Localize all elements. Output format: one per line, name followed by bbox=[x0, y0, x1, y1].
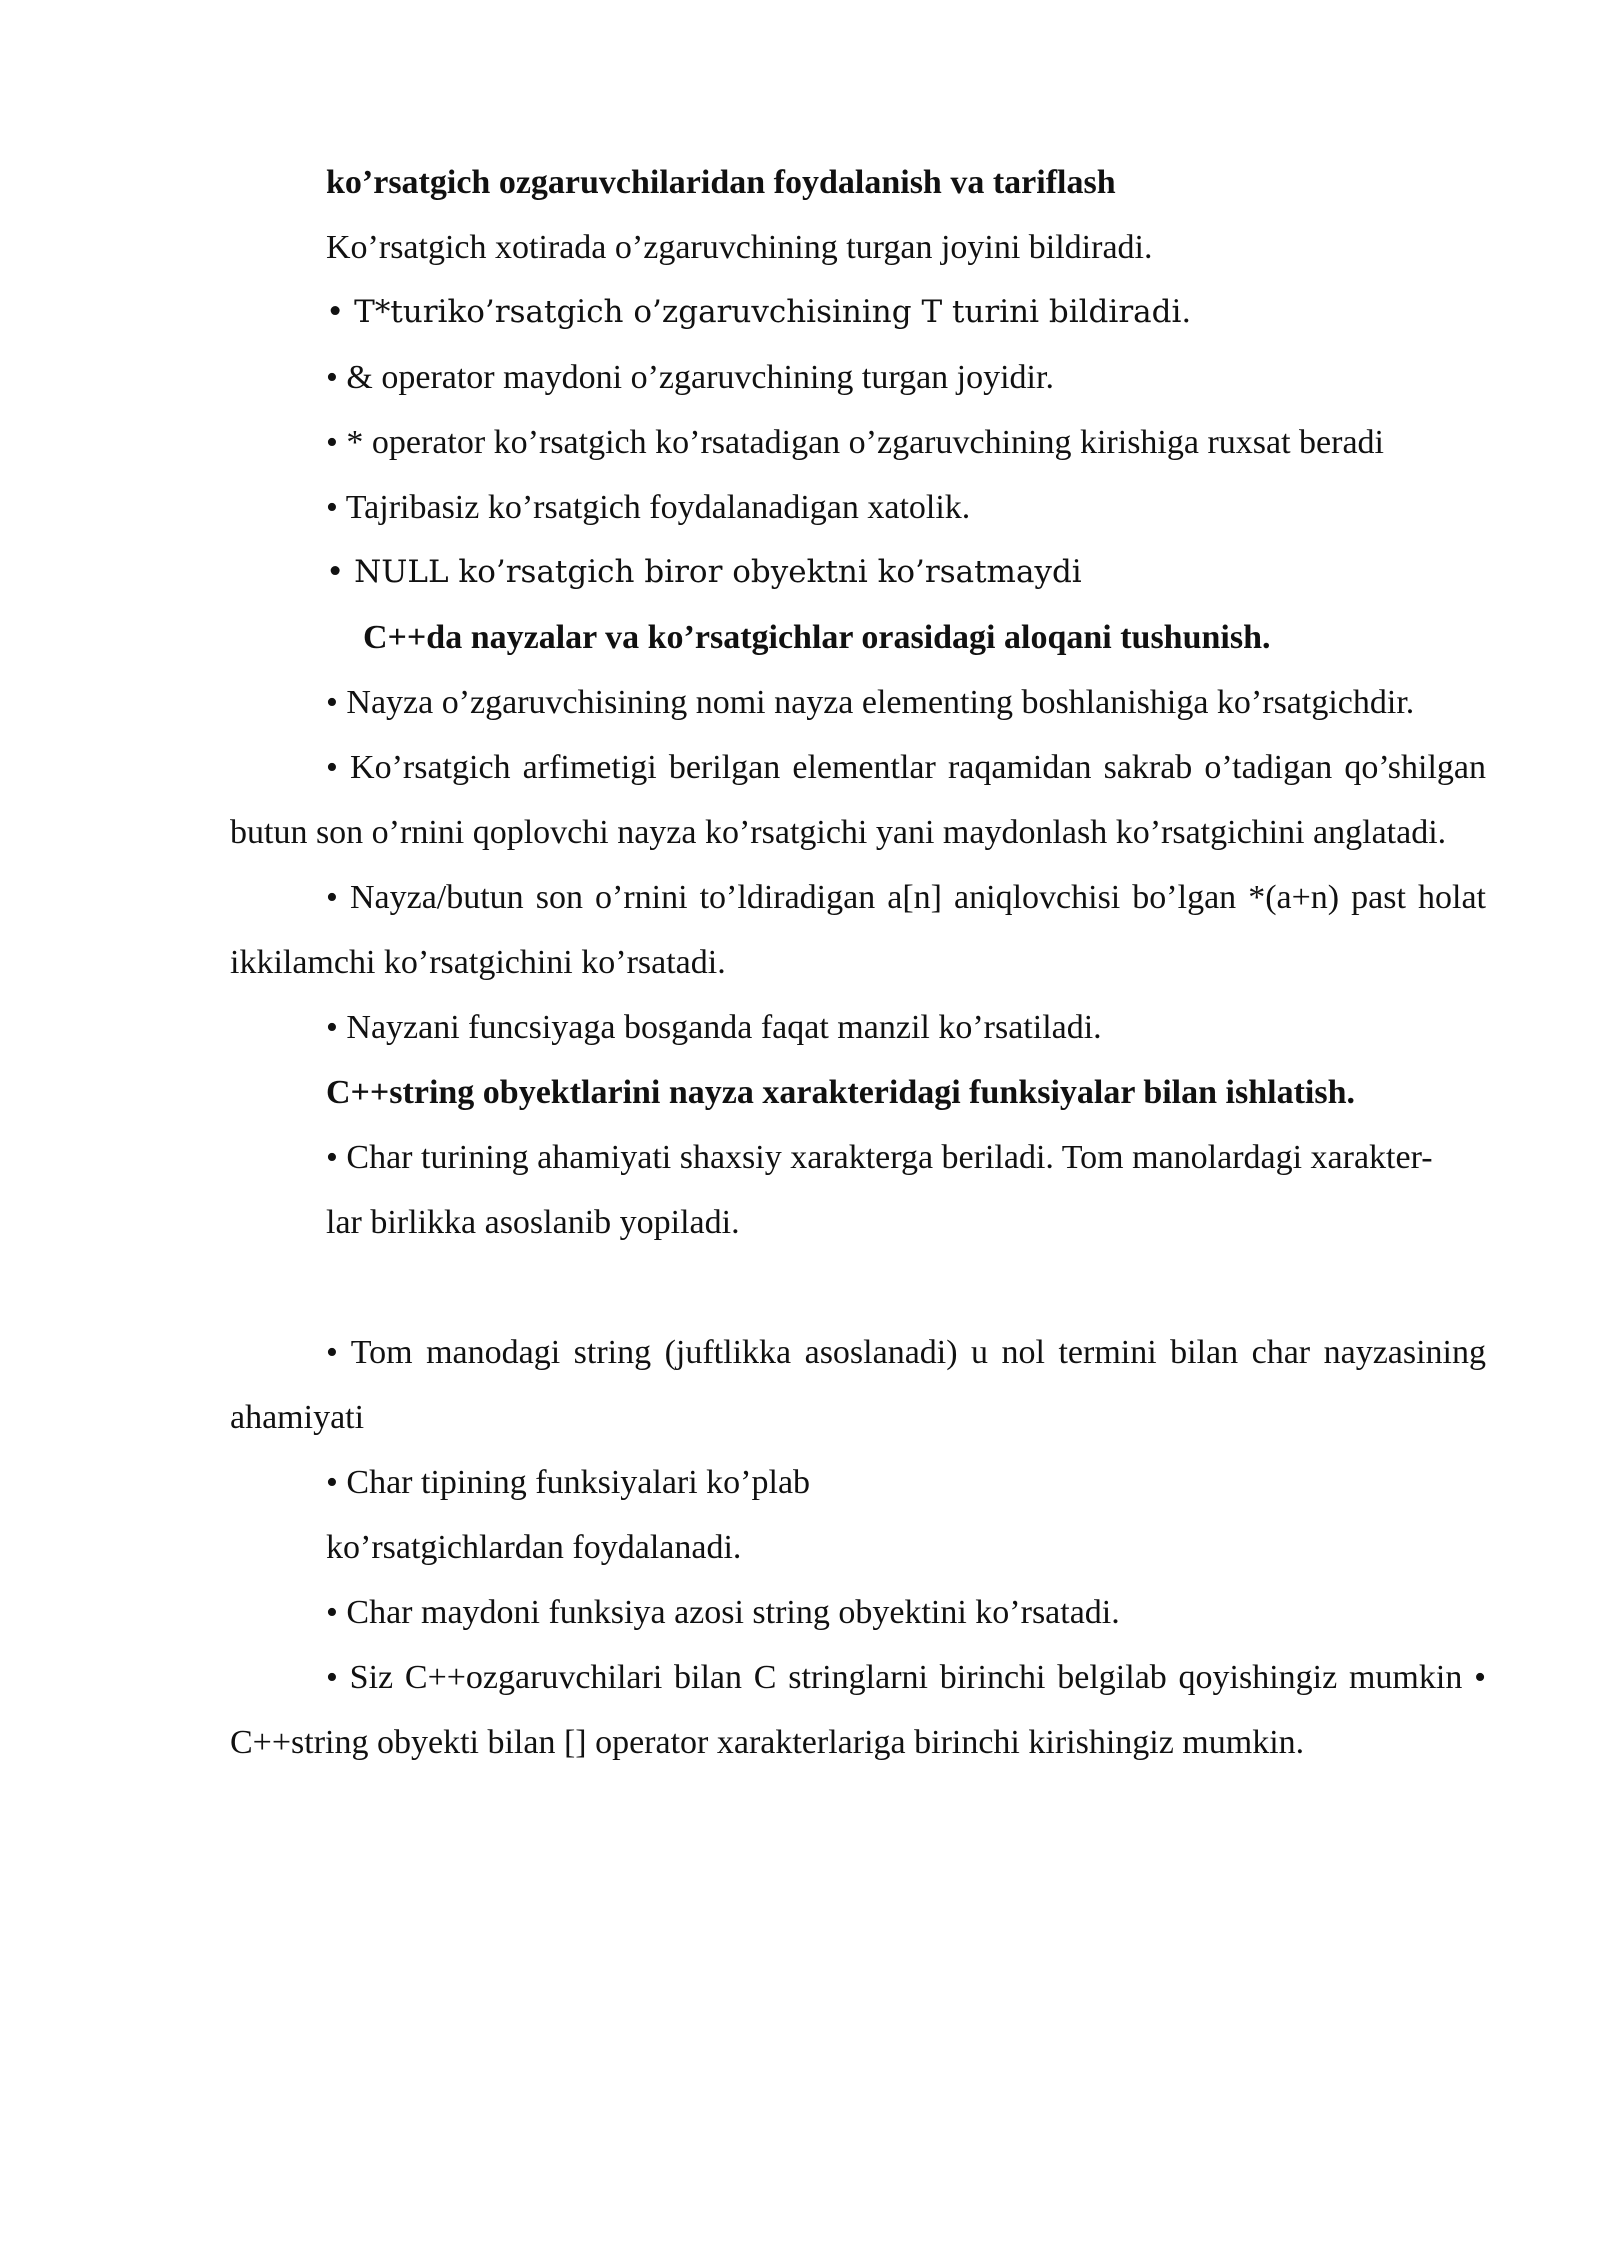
bullet-item: • Tajribasiz ko’rsatgich foydalanadigan xatolik. bbox=[326, 489, 971, 526]
section-heading-pointers: ko’rsatgich ozgaruvchilaridan foydalanish va tariflash bbox=[326, 164, 1116, 201]
bullet-item: • NULL ko’rsatgich biror obyektni ko’rsatmaydi bbox=[326, 554, 1082, 590]
bullet-item: • Nayzani funcsiyaga bosganda faqat manzil ko’rsatiladi. bbox=[326, 1009, 1102, 1046]
bullet-item: • * operator ko’rsatgich ko’rsatadigan o’zgaruvchining kirishiga ruxsat beradi bbox=[326, 424, 1385, 461]
section-heading-arrays: C++da nayzalar va ko’rsatgichlar orasidagi aloqani tushunish. bbox=[363, 619, 1271, 656]
bullet-item: • Char maydoni funksiya azosi string obyektini ko’rsatadi. bbox=[326, 1594, 1120, 1631]
bullet-item: • T*turiko’rsatgich o’zgaruvchisining T turini bildiradi. bbox=[326, 294, 1192, 330]
bullet-item: • Nayza o’zgaruvchisining nomi nayza elementing boshlanishiga ko’rsatgichdir. bbox=[326, 684, 1415, 721]
bullet-item: • Tom manodagi string (juftlikka asoslanadi) u nol termini bilan char nayzasining ahamiyati bbox=[230, 1334, 1486, 1436]
bullet-item-continuation: lar birlikka asoslanib yopiladi. bbox=[326, 1204, 740, 1241]
bullet-item: • Nayza/butun son o’rnini to’ldiradigan a[n] aniqlovchisi bo’lgan *(a+n) past holat ikkilamchi ko’rsatgichini ko’rsatadi. bbox=[230, 879, 1486, 981]
bullet-item: • Char tipining funksiyalari ko’plab bbox=[326, 1464, 811, 1501]
document-page bbox=[230, 150, 1486, 1775]
section-heading-strings: C++string obyektlarini nayza xarakteridagi funksiyalar bilan ishlatish. bbox=[326, 1074, 1355, 1111]
bullet-item: • & operator maydoni o’zgaruvchining turgan joyidir. bbox=[326, 359, 1054, 396]
bullet-item: • Siz C++ozgaruvchilari bilan C stringlarni birinchi belgilab qoyishingiz mumkin • C++string obyekti bilan [] operator xarakterlariga birinchi kirishingiz mumkin. bbox=[230, 1659, 1486, 1761]
bullet-item: • Ko’rsatgich arfimetigi berilgan elementlar raqamidan sakrab o’tadigan qo’shilgan butun son o’rnini qoplovchi nayza ko’rsatgichi yani maydonlash ko’rsatgichini anglatadi. bbox=[230, 749, 1486, 851]
bullet-item: • Char turining ahamiyati shaxsiy xarakterga beriladi. Tom manolardagi xarakter- bbox=[326, 1139, 1433, 1176]
blank-line bbox=[230, 1255, 1486, 1320]
paragraph: Ko’rsatgich xotirada o’zgaruvchining turgan joyini bildiradi. bbox=[326, 229, 1153, 266]
bullet-item-continuation: ko’rsatgichlardan foydalanadi. bbox=[326, 1529, 742, 1566]
